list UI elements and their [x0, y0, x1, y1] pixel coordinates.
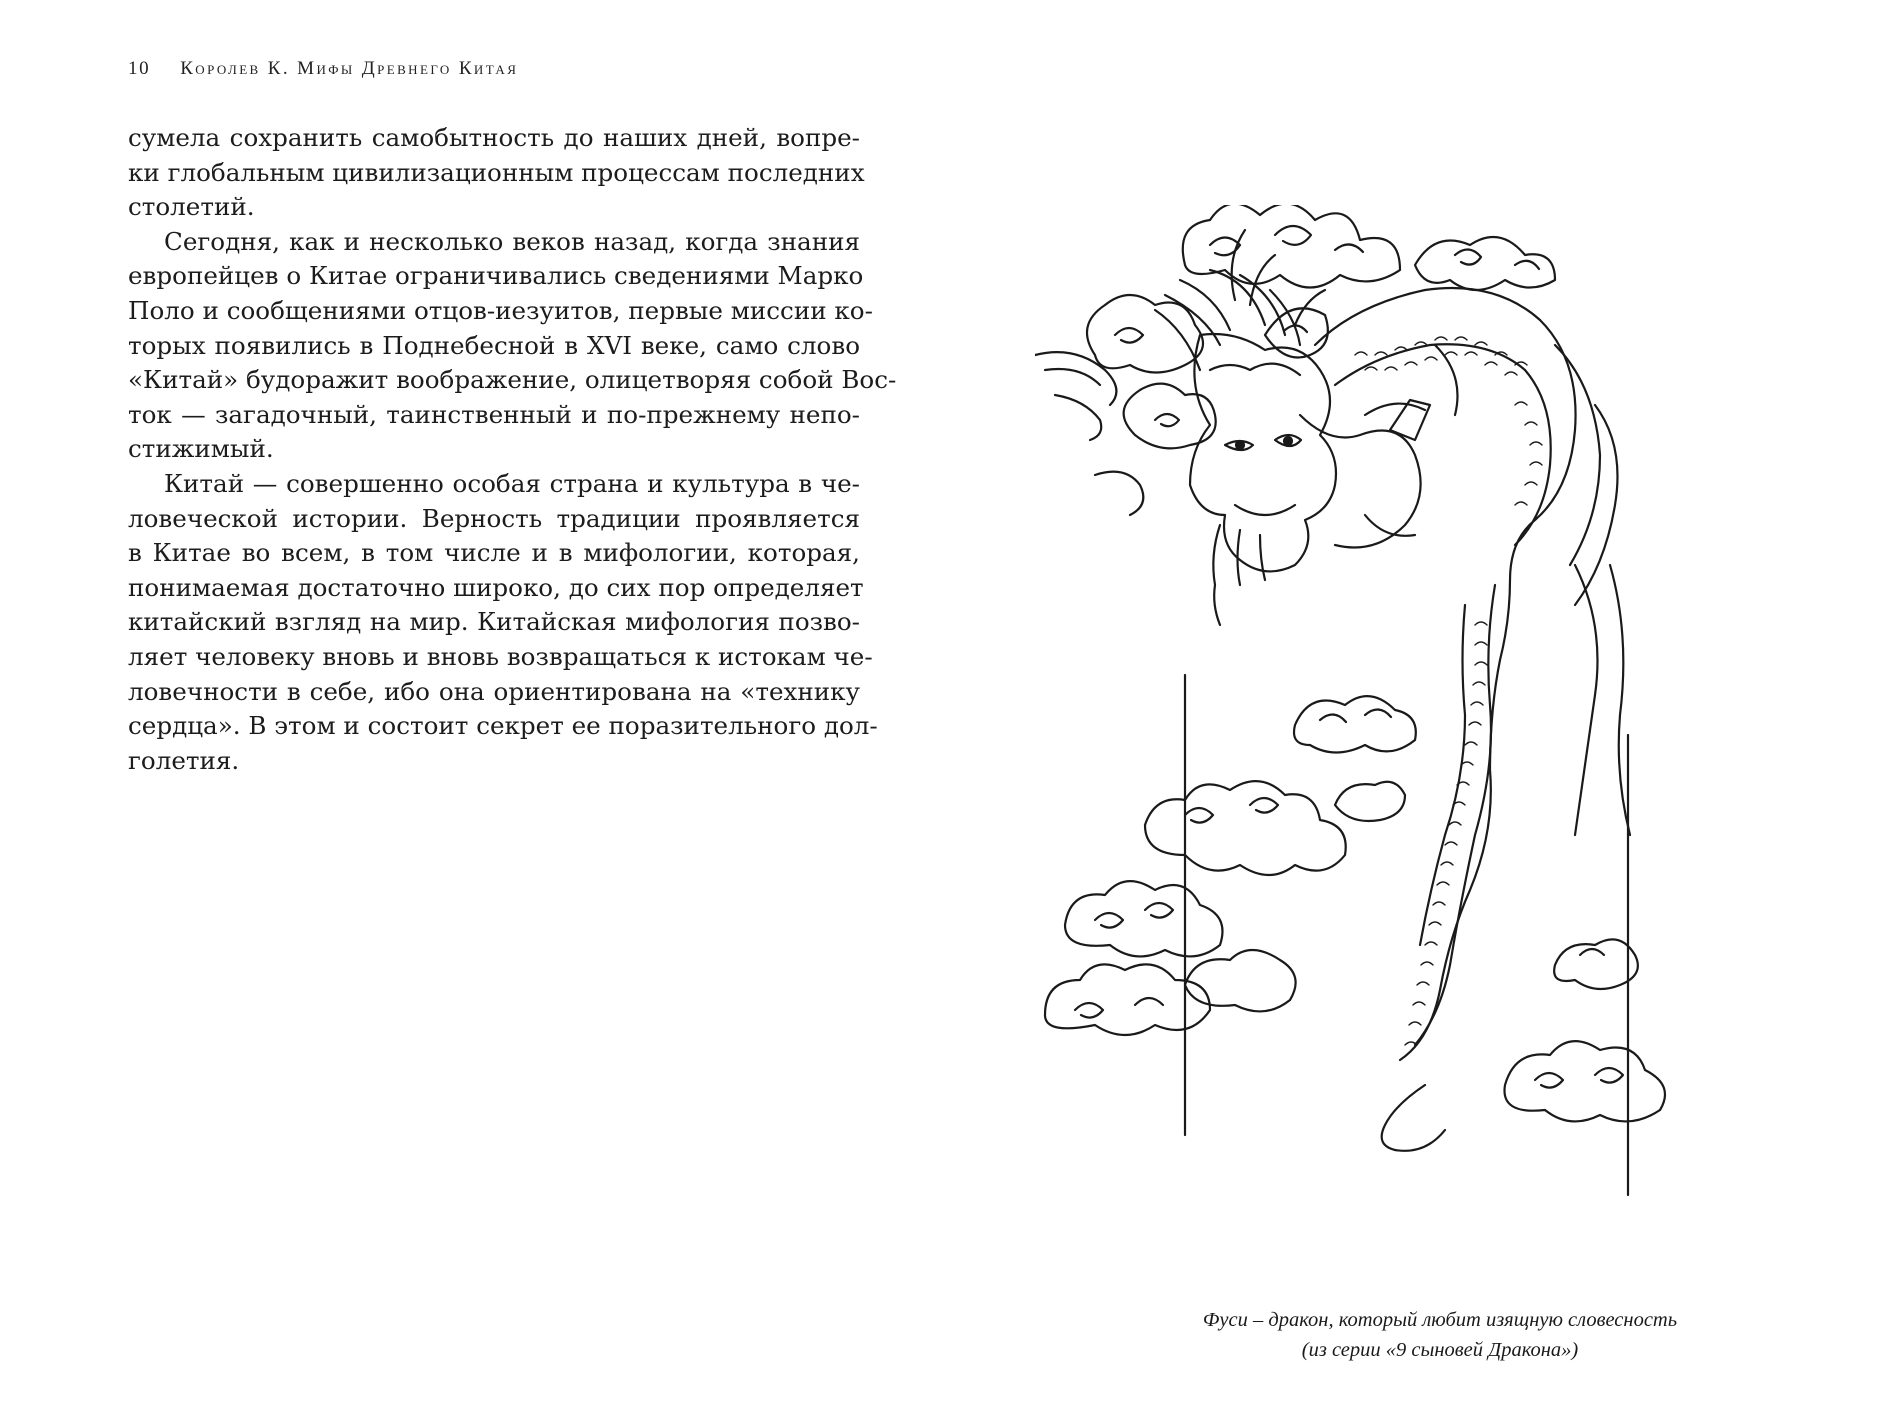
text-line: китайский взгляд на мир. Китайская мифология позво- — [128, 607, 860, 637]
text-line: Сегодня, как и несколько веков назад, когда знания — [164, 226, 860, 256]
text-line: ловеческой истории. Верность традиции проявляется — [128, 503, 860, 533]
body-text — [128, 121, 897, 778]
text-line: стижимый. — [128, 434, 274, 464]
dragon-scales — [1355, 337, 1542, 1045]
page-number: 10 — [128, 58, 151, 79]
text-line: ток — загадочный, таинственный и по-прежнему непо- — [128, 399, 860, 429]
dragon-illustration-icon — [1035, 205, 1780, 1235]
paragraph-1 — [128, 121, 865, 225]
text-line: Поло и сообщениями отцов-иезуитов, первые миссии ко- — [128, 295, 873, 325]
figure-caption — [1120, 1305, 1760, 1365]
top-clouds — [1087, 205, 1555, 448]
text-line: сердца». В этом и состоит секрет ее поразительного дол- — [128, 711, 878, 741]
text-line: европейцев о Китае ограничивались сведениями Марко — [128, 261, 864, 291]
paragraph-3 — [128, 467, 878, 778]
text-line: ловечности в себе, ибо она ориентирована на «технику — [128, 676, 860, 706]
text-line: ляет человеку вновь и вновь возвращаться к истокам че- — [128, 641, 873, 671]
dragon-head — [1155, 230, 1336, 625]
text-line: торых появились в Поднебесной в XVI веке, само слово — [128, 330, 860, 360]
running-head — [128, 58, 518, 80]
paragraph-2 — [128, 225, 897, 467]
text-line: голетия. — [128, 745, 240, 775]
dragon-body — [1300, 288, 1630, 1151]
bottom-clouds — [1045, 696, 1665, 1121]
text-line: сумела сохранить самобытность до наших дней, вопре- — [128, 123, 860, 152]
caption-line-2: (из серии «9 сыновей Дракона») — [1301, 1339, 1579, 1361]
caption-line-1: Фуси – дракон, который любит изящную словесность — [1202, 1309, 1678, 1331]
text-line: ки глобальным цивилизационным процессам последних — [128, 157, 865, 187]
text-line: столетий. — [128, 192, 255, 222]
running-title: Королев К. Мифы Древнего Китая — [180, 58, 519, 79]
text-line: в Китае во всем, в том числе и в мифологии, которая, — [128, 538, 860, 568]
text-line: Китай — совершенно особая страна и культура в че- — [164, 468, 860, 498]
text-line: «Китай» будоражит воображение, олицетворяя собой Вос- — [128, 365, 897, 395]
text-line: понимаемая достаточно широко, до сих пор определяет — [128, 572, 864, 602]
left-wisps — [1035, 352, 1143, 515]
